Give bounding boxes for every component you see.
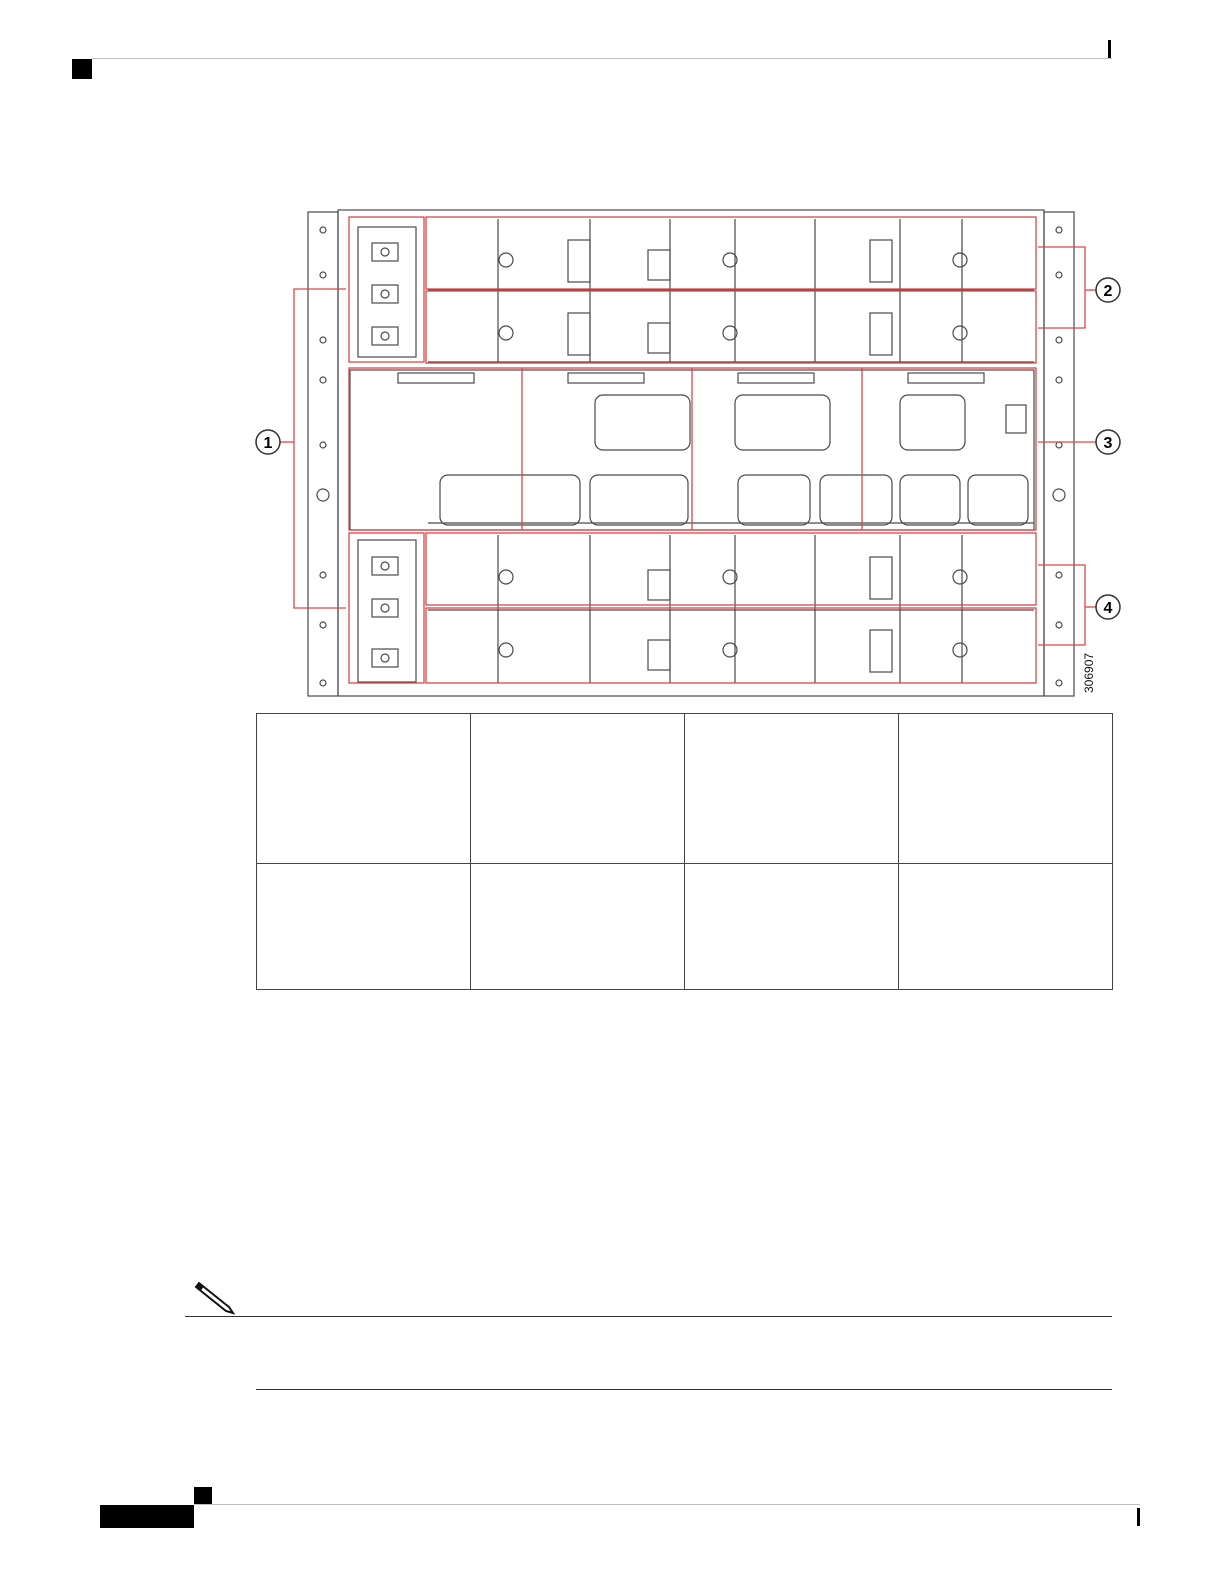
right-mount-ear: [1044, 212, 1074, 696]
header-rule: [92, 58, 1112, 59]
table-row: [257, 714, 1113, 864]
chassis-rear-figure: [250, 205, 1130, 705]
callout-1: [256, 430, 280, 454]
figure-id: 306907: [1082, 652, 1096, 693]
header-tick: [1108, 40, 1111, 58]
table-cell: [471, 714, 685, 864]
fan-modules-bottom: [428, 535, 1034, 683]
psu-top-group: [358, 227, 416, 357]
callout-4-label: 4: [1103, 600, 1113, 617]
callout-1-label: 1: [263, 435, 273, 452]
chassis-body: [338, 210, 1044, 696]
table-cell: [685, 864, 899, 990]
table-cell: [899, 864, 1113, 990]
footer-tick: [1137, 1508, 1140, 1526]
callout-3-label: 3: [1103, 435, 1113, 452]
table-cell: [899, 714, 1113, 864]
header-marker: [72, 59, 92, 79]
table-cell: [257, 864, 471, 990]
footer-page-tab: [100, 1505, 194, 1528]
table-cell: [257, 714, 471, 864]
psu-bottom-group: [358, 540, 416, 682]
callout-table: [256, 713, 1113, 990]
callout-2: [1096, 278, 1120, 302]
ear-holes: [317, 227, 1065, 686]
callout-2-label: 2: [1103, 283, 1113, 300]
footer-marker: [194, 1487, 212, 1504]
table-row: [257, 864, 1113, 990]
table-cell: [685, 714, 899, 864]
callout-3: [1096, 430, 1120, 454]
callout-brackets: [280, 247, 1096, 645]
footer-rule: [194, 1504, 1140, 1505]
table-cell: [471, 864, 685, 990]
callout-4: [1096, 595, 1120, 619]
pencil-note-icon: [185, 1279, 237, 1315]
left-mount-ear: [308, 212, 338, 696]
note-top-rule: [185, 1316, 1112, 1317]
note-bottom-rule: [256, 1389, 1112, 1390]
